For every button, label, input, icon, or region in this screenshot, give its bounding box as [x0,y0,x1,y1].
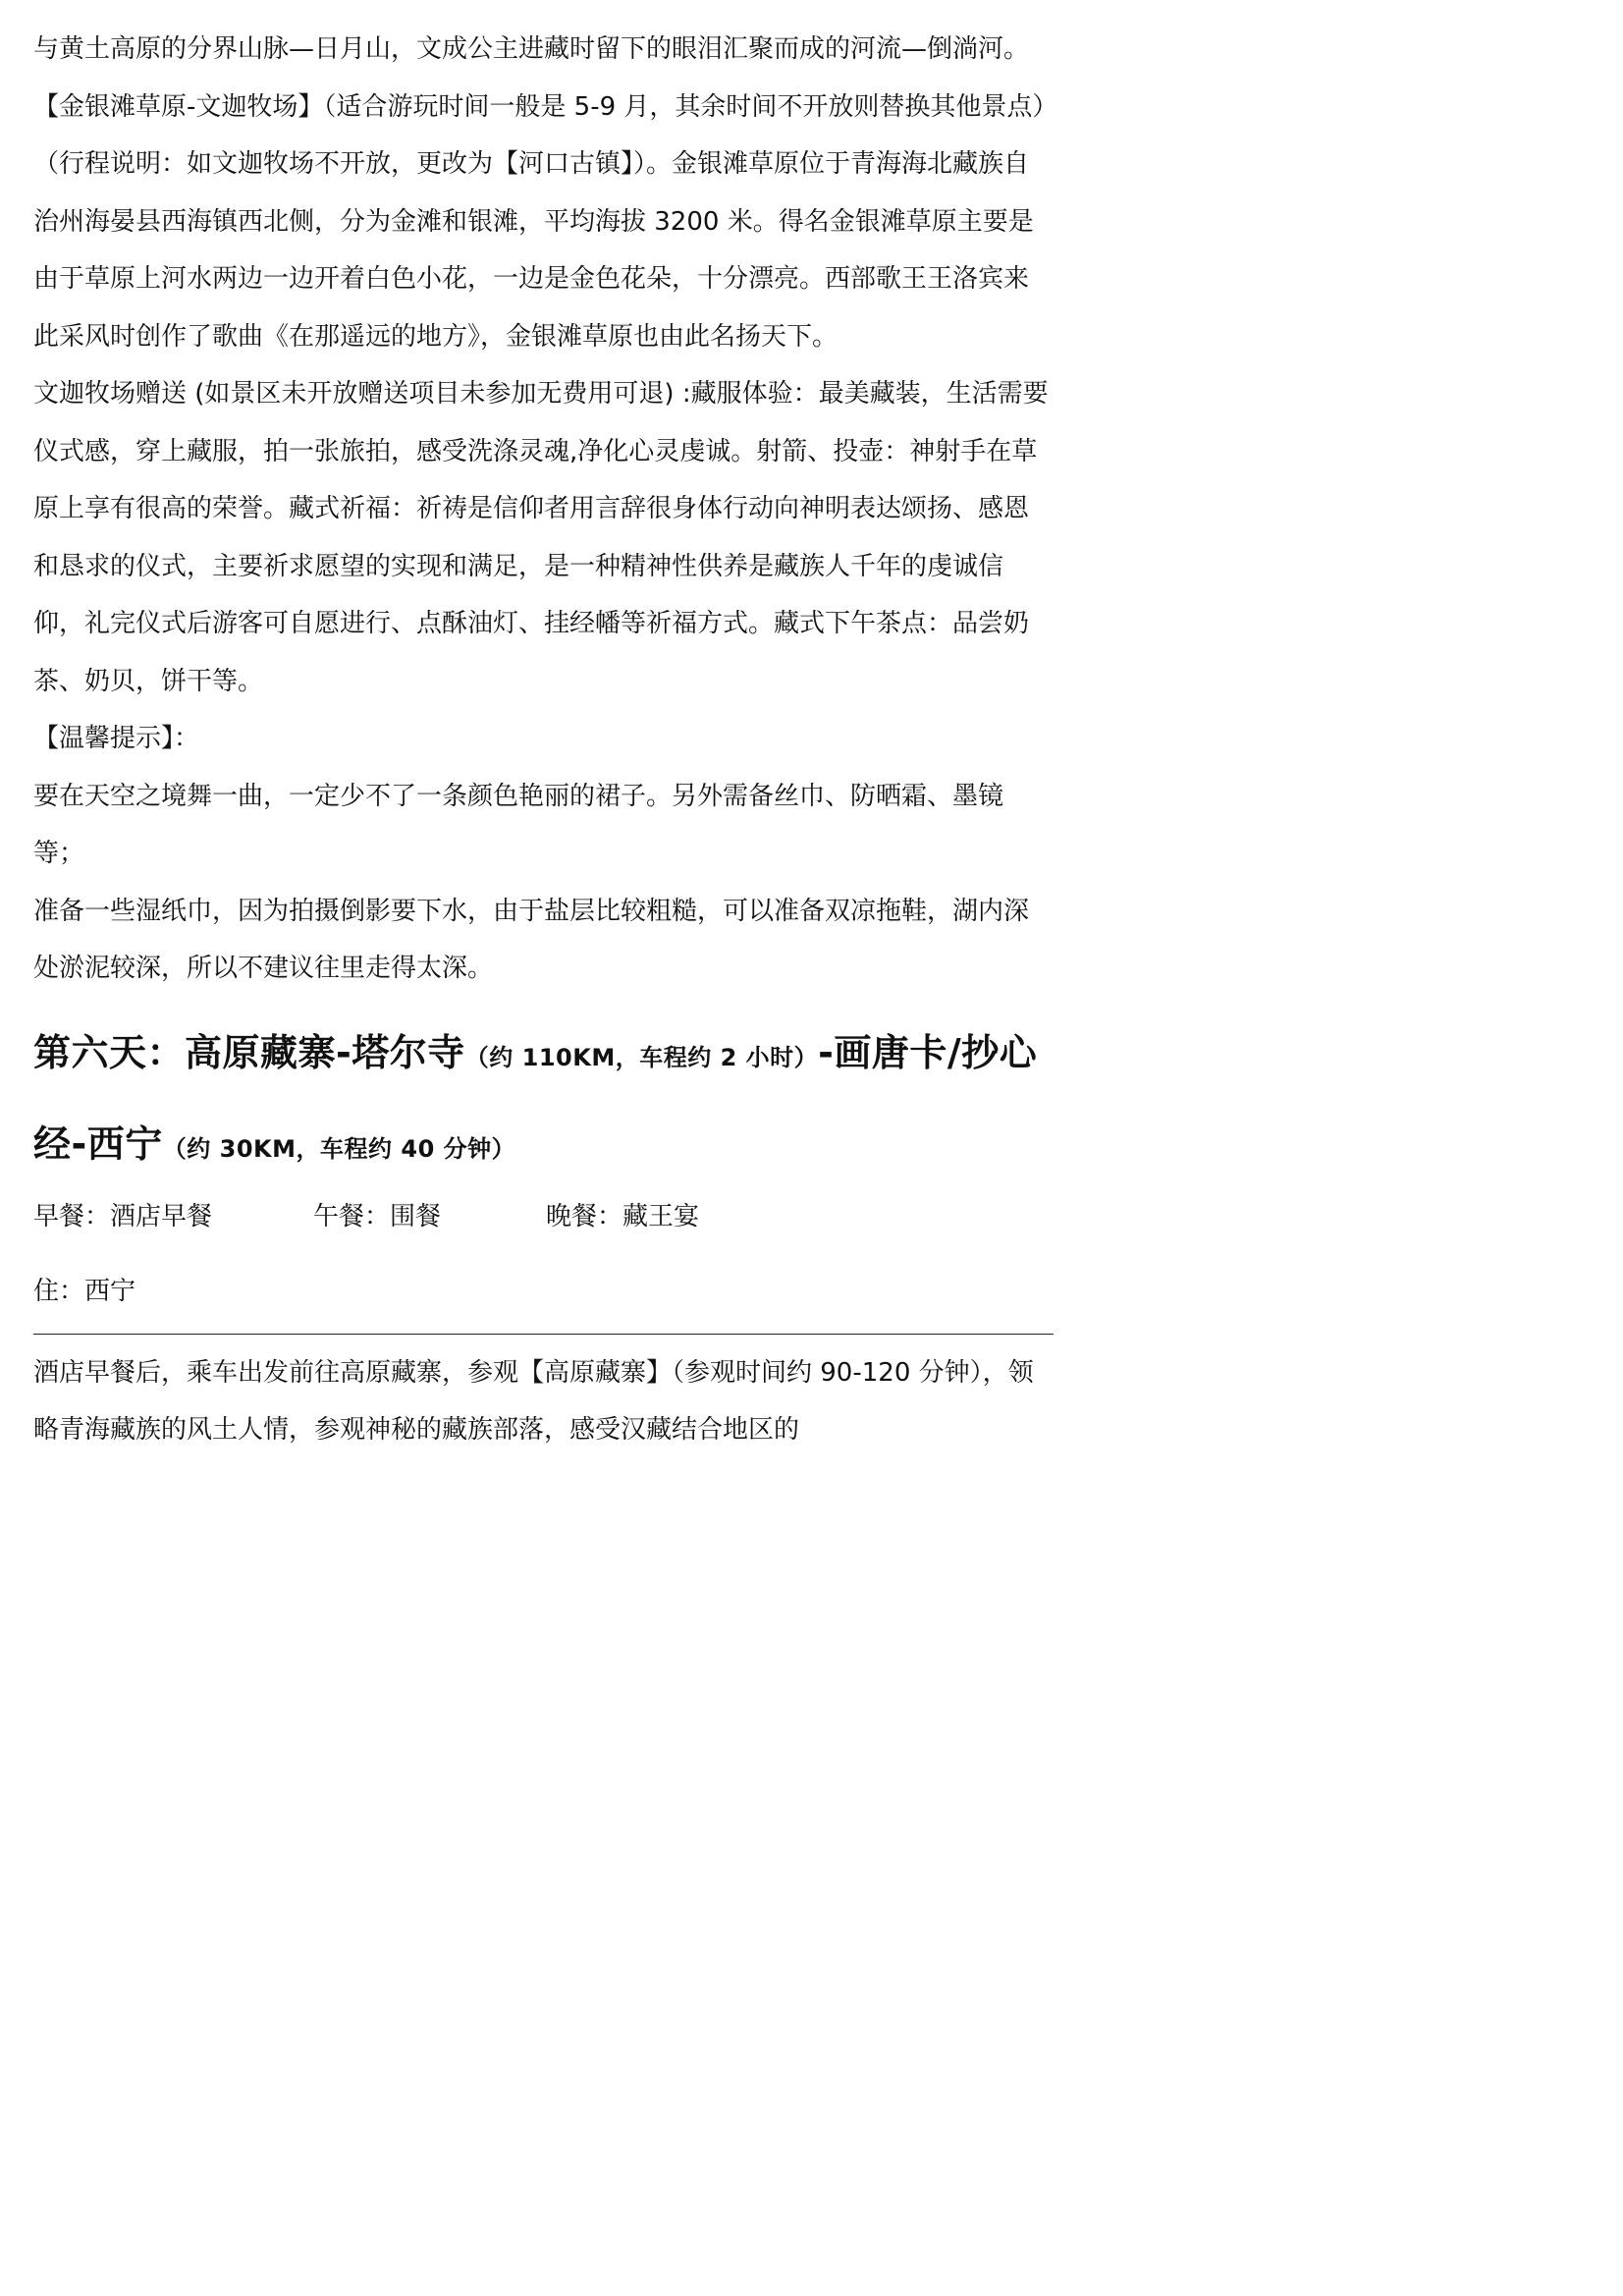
section-divider [33,1334,1054,1335]
heading-distance-2: （约 30KM，车程约 40 分钟） [162,1134,516,1163]
heading-route-part2: -画唐卡/抄心经-西宁 [33,1030,1038,1166]
paragraph-wenjia-ranch-gifts: 文迦牧场赠送 (如景区未开放赠送项目未参加无费用可退) :藏服体验：最美藏装，生活需要仪式感，穿上藏服，拍一张旅拍，感受洗涤灵魂,净化心灵虔诚。射箭、投壶：神射手在草原上享有很高的荣誉。藏式祈福：祈祷是信仰者用言辞很身体行动向神明表达颂扬、感恩和恳求的仪式，主要祈求愿望的实现和满足，是一种精神性供养是藏族人千年的虔诚信仰，礼完仪式后游客可自愿进行、点酥油灯、挂经幡等祈福方式。藏式下午茶点：品尝奶茶、奶贝，饼干等。 [33,379,1049,696]
meals-row [33,1196,1054,1237]
document-page [0,0,1085,1535]
body-text [33,0,1054,998]
lunch-info: 午餐：围餐 [313,1201,442,1231]
dinner-info: 晚餐：藏王宴 [546,1201,700,1231]
paragraph-jinyintan-grassland: 【金银滩草原-文迦牧场】（适合游玩时间一般是 5-9 月，其余时间不开放则替换其他景点）（行程说明：如文迦牧场不开放，更改为【河口古镇】）。金银滩草原位于青海海北藏族自治州海晏县西海镇西北侧，分为金滩和银滩，平均海拔 3200 米。得名金银滩草原主要是由于草原上河水两边一边开着白色小花，一边是金色花朵，十分漂亮。西部歌王王洛宾来此采风时创作了歌曲《在那遥远的地方》，金银滩草原也由此名扬天下。 [33,91,1046,352]
tip-dress: 要在天空之境舞一曲，一定少不了一条颜色艳丽的裙子。另外需备丝巾、防晒霜、墨镜等； [33,781,1004,868]
tip-wet-wipes: 准备一些湿纸巾，因为拍摄倒影要下水，由于盐层比较粗糙，可以准备双凉拖鞋，湖内深处淤泥较深，所以不建议往里走得太深。 [33,896,1030,983]
paragraph-riyue-mountain: 与黄土高原的分界山脉—日月山，文成公主进藏时留下的眼泪汇聚而成的河流—倒淌河。 [33,34,1030,64]
breakfast-info: 早餐：酒店早餐 [33,1201,213,1231]
day-six-heading [33,1010,1054,1192]
heading-distance-1: （约 110KM，车程约 2 小时） [464,1043,819,1071]
paragraph-plateau-village: 酒店早餐后，乘车出发前往高原藏寨，参观【高原藏寨】（参观时间约 90-120 分钟），领略青海藏族的风土人情，参观神秘的藏族部落，感受汉藏结合地区的 [33,1357,1034,1445]
accommodation-info: 住：西宁 [33,1276,136,1306]
tips-heading: 【温馨提示】： [33,724,200,753]
heading-route-part1: 第六天：高原藏寨-塔尔寺 [33,1030,465,1074]
